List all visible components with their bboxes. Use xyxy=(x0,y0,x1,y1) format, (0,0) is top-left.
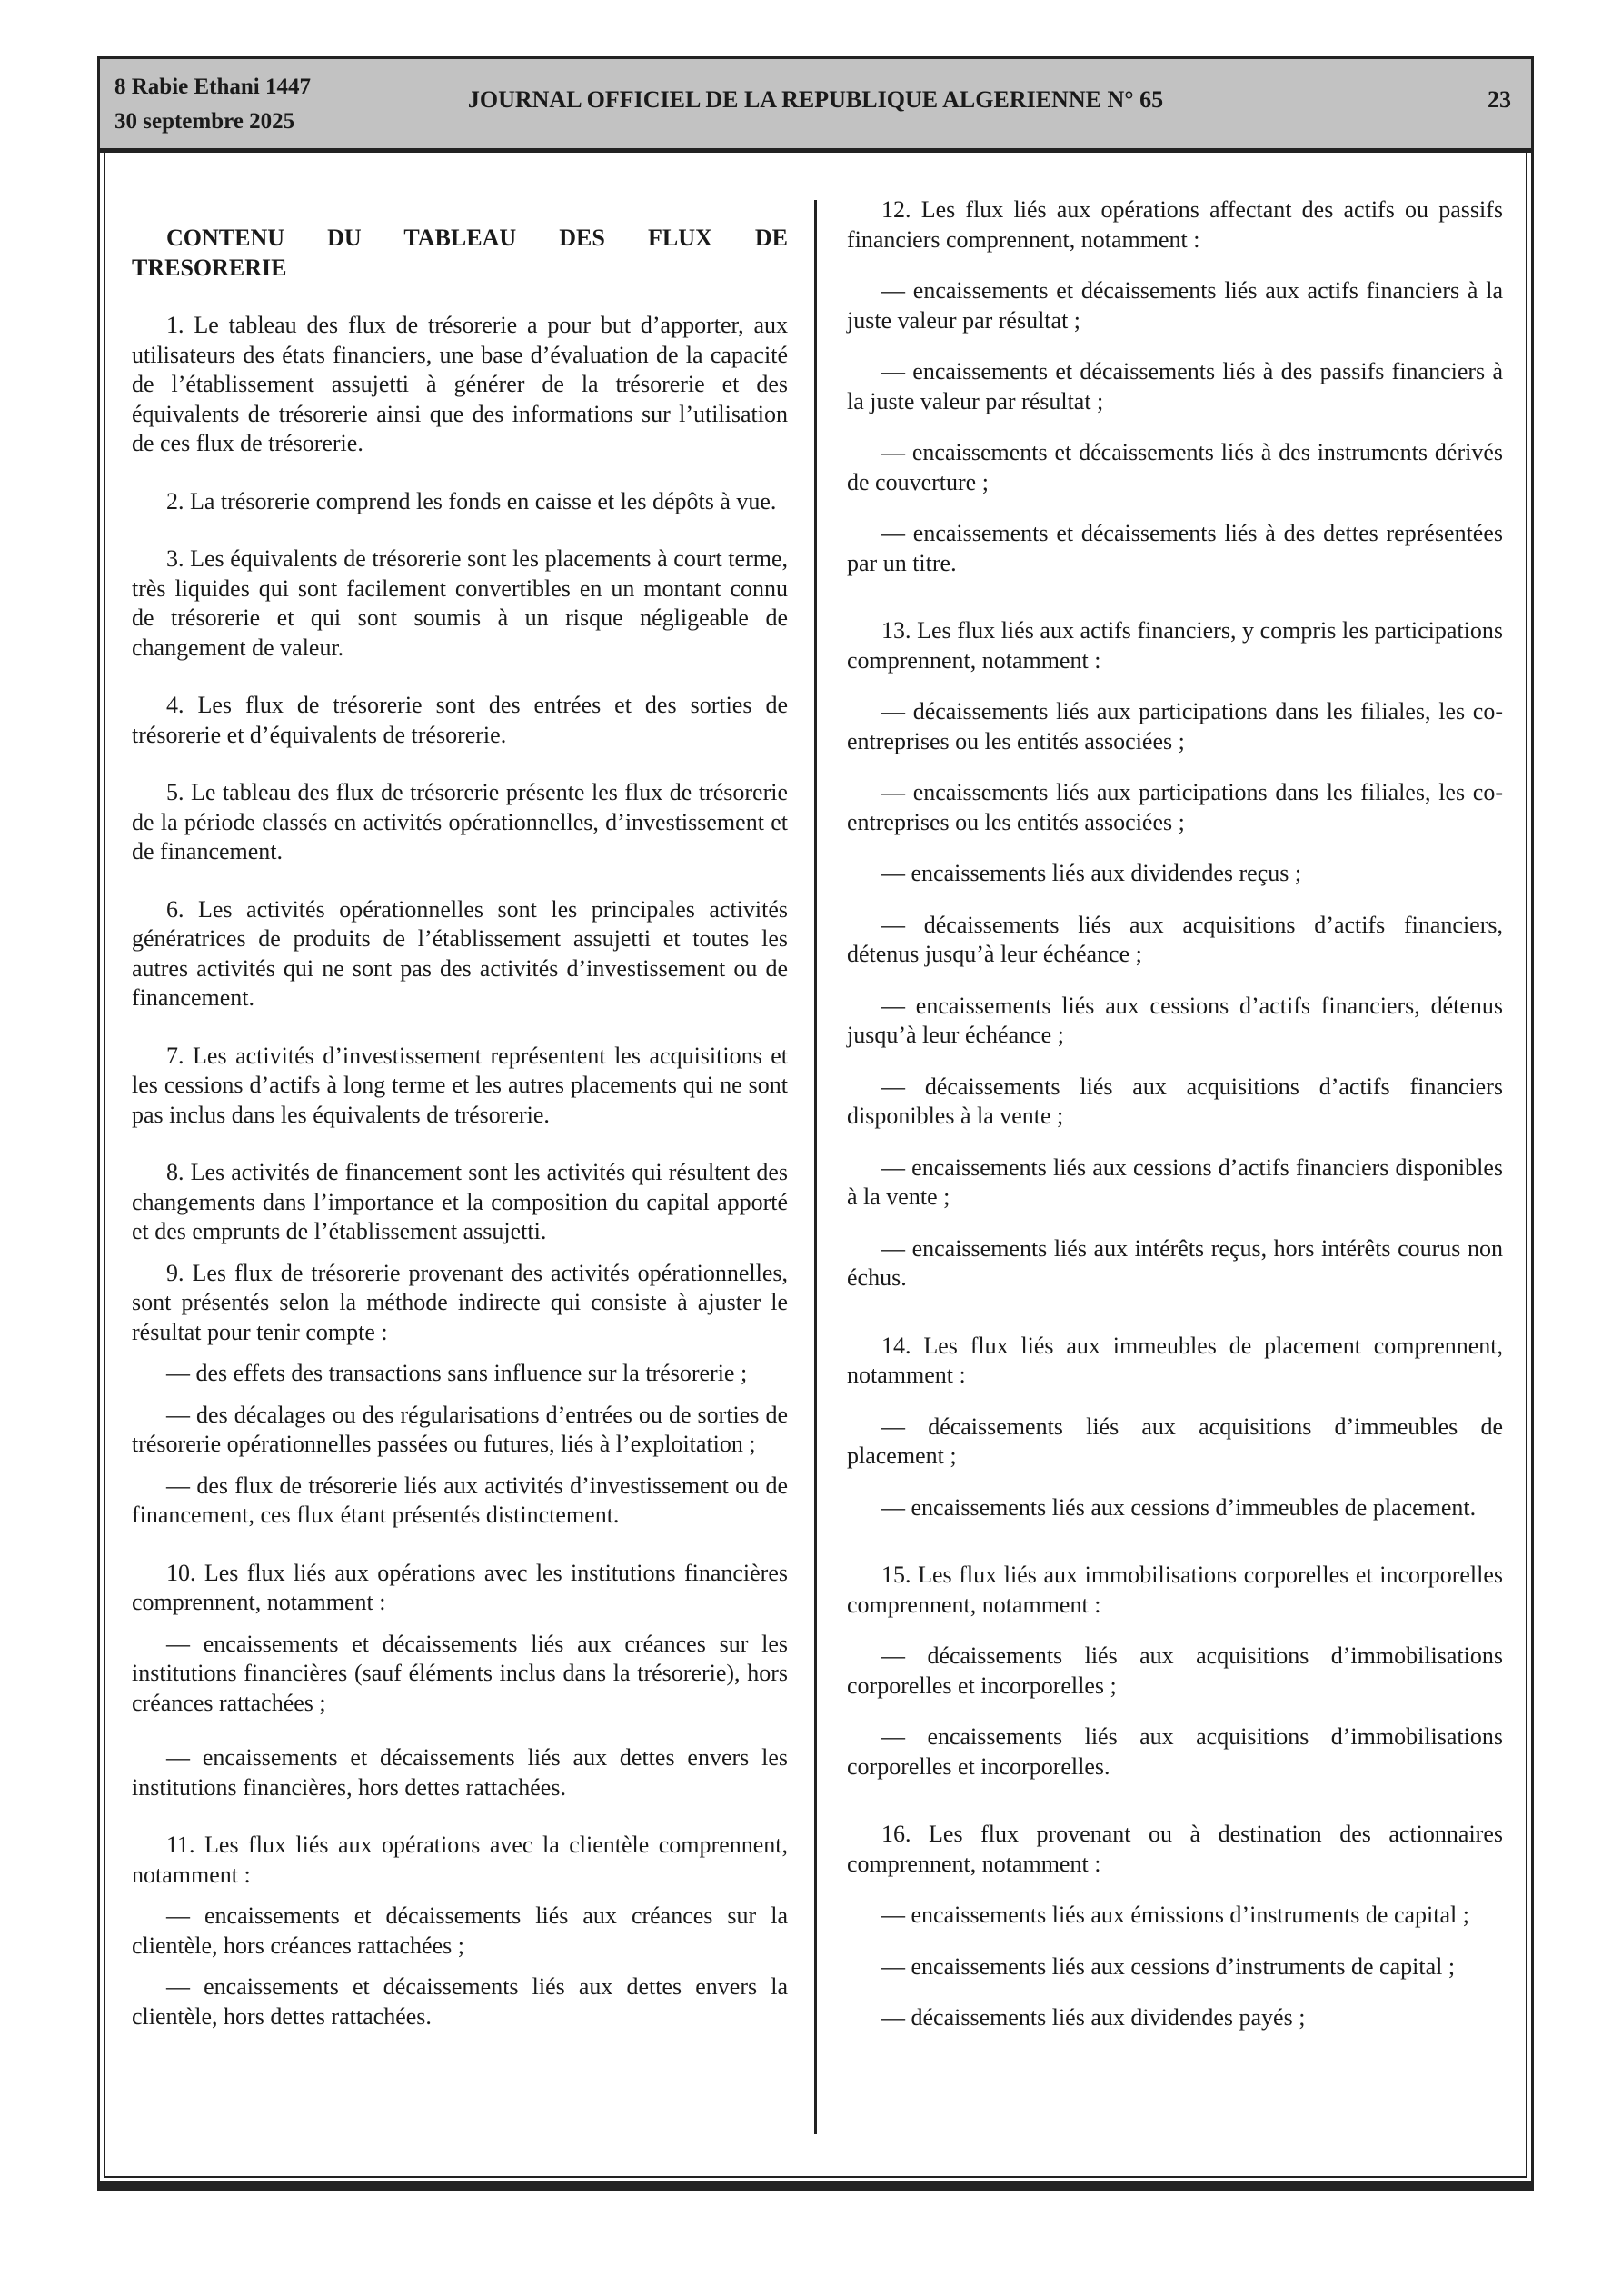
list-item: — décaissements liés aux dividendes payés ; xyxy=(881,2004,1306,2031)
list-item: — décaissements liés aux acquisitions d’actifs financiers, détenus jusqu’à leur échéance ; xyxy=(847,911,1503,967)
paragraph: 15. Les flux liés aux immobilisations corporelles et incorporelles comprennent, notamment : xyxy=(847,1562,1503,1618)
list-item: — encaissements liés aux dividendes reçus ; xyxy=(881,860,1302,886)
list-item: — encaissements et décaissements liés aux créances sur la clientèle, hors créances rattachées ; xyxy=(132,1902,788,1959)
paragraph: 8. Les activités de financement sont les activités qui résultent des changements dans l’importance et la composition du capital apporté et des emprunts de l’établissement assujetti. xyxy=(132,1159,788,1244)
list-item: — encaissements et décaissements liés aux créances sur les institutions financières (sauf éléments inclus dans la trésorerie), hors créances rattachées ; xyxy=(132,1630,788,1716)
list-item: — encaissements et décaissements liés aux dettes envers les institutions financières, hors dettes rattachées. xyxy=(132,1744,788,1801)
paragraph: 1. Le tableau des flux de trésorerie a pour but d’apporter, aux utilisateurs des états financiers, une base d’évaluation de la capacité de l’établissement assujetti à générer de la trésorerie et des équivalents de trésorerie ainsi que des informations sur l’utilisation de ces flux de trésorerie. xyxy=(132,312,788,456)
list-item: — encaissements et décaissements liés aux actifs financiers à la juste valeur par résultat ; xyxy=(847,277,1503,334)
list-item: — des effets des transactions sans influence sur la trésorerie ; xyxy=(166,1360,748,1386)
header-date-gregorian: 30 septembre 2025 xyxy=(114,109,295,134)
journal-header xyxy=(100,59,1531,153)
list-item: — encaissements liés aux participations dans les filiales, les co-entreprises ou les entités associées ; xyxy=(847,779,1503,835)
list-item: — décaissements liés aux participations dans les filiales, les co-entreprises ou les entités associées ; xyxy=(847,698,1503,754)
page-number: 23 xyxy=(1488,86,1511,113)
column-divider xyxy=(814,200,817,2134)
paragraph: 12. Les flux liés aux opérations affectant des actifs ou passifs financiers comprennent, notamment : xyxy=(847,196,1503,253)
list-item: — encaissements liés aux émissions d’instruments de capital ; xyxy=(881,1902,1469,1928)
paragraph: 3. Les équivalents de trésorerie sont les placements à court terme, très liquides qui sont facilement convertibles en un montant connu de trésorerie et qui sont soumis à un risque négligeable de changement de valeur. xyxy=(132,545,788,661)
paragraph: 4. Les flux de trésorerie sont des entrées et des sorties de trésorerie et d’équivalents de trésorerie. xyxy=(132,692,788,748)
list-item: — des flux de trésorerie liés aux activités d’investissement ou de financement, ces flux étant présentés distinctement. xyxy=(132,1472,788,1528)
list-item: — encaissements liés aux cessions d’immeubles de placement. xyxy=(881,1493,1477,1521)
list-item: — encaissements liés aux cessions d’actifs financiers disponibles à la vente ; xyxy=(847,1153,1503,1210)
paragraph: 5. Le tableau des flux de trésorerie présente les flux de trésorerie de la période classés en activités opérationnelles, d’investissement et de financement. xyxy=(132,779,788,864)
paragraph: 16. Les flux provenant ou à destination des actionnaires comprennent, notamment : xyxy=(847,1821,1503,1877)
list-item: — encaissements liés aux cessions d’actifs financiers, détenus jusqu’à leur échéance ; xyxy=(847,992,1503,1048)
paragraph: 6. Les activités opérationnelles sont les principales activités génératrices de produits de l’établissement assujetti et toutes les autres activités qui ne sont pas des activités d’investissement ou de financement. xyxy=(132,895,788,1011)
list-item: — encaissements et décaissements liés à des instruments dérivés de couverture ; xyxy=(847,439,1503,495)
paragraph: 7. Les activités d’investissement représentent les acquisitions et les cessions d’actifs à long terme et les autres placements qui ne sont pas inclus dans les équivalents de trésorerie. xyxy=(132,1042,788,1128)
page-bottom-rule xyxy=(97,2183,1534,2191)
section-heading: CONTENU DU TABLEAU DES FLUX DE TRESORERIE xyxy=(132,225,788,281)
list-item: — encaissements et décaissements liés aux dettes envers la clientèle, hors dettes rattachées. xyxy=(132,1973,788,2030)
header-title: JOURNAL OFFICIEL DE LA REPUBLIQUE ALGERIENNE N° 65 xyxy=(467,86,1164,113)
page-frame xyxy=(97,56,1534,2184)
list-item: — encaissements liés aux acquisitions d’immobilisations corporelles et incorporelles. xyxy=(847,1723,1503,1780)
right-column xyxy=(847,195,1503,2033)
list-item: — encaissements liés aux intérêts reçus, hors intérêts courus non échus. xyxy=(847,1234,1503,1291)
list-item: — décaissements liés aux acquisitions d’immeubles de placement ; xyxy=(847,1413,1503,1469)
left-column xyxy=(132,195,788,2031)
list-item: — encaissements liés aux cessions d’instruments de capital ; xyxy=(881,1952,1456,1980)
list-item: — encaissements et décaissements liés à des dettes représentées par un titre. xyxy=(847,520,1503,576)
paragraph: 13. Les flux liés aux actifs financiers, y compris les participations comprennent, notamment : xyxy=(847,617,1503,674)
list-item: — décaissements liés aux acquisitions d’immobilisations corporelles et incorporelles ; xyxy=(847,1642,1503,1699)
paragraph: 2. La trésorerie comprend les fonds en caisse et les dépôts à vue. xyxy=(166,487,777,514)
paragraph: 11. Les flux liés aux opérations avec la clientèle comprennent, notamment : xyxy=(132,1832,788,1888)
list-item: — décaissements liés aux acquisitions d’actifs financiers disponibles à la vente ; xyxy=(847,1073,1503,1129)
paragraph: 9. Les flux de trésorerie provenant des activités opérationnelles, sont présentés selon la méthode indirecte qui consiste à ajuster le résultat pour tenir compte : xyxy=(132,1259,788,1345)
list-item: — des décalages ou des régularisations d’entrées ou de sorties de trésorerie opérationnelles passées ou futures, liés à l’exploitation ; xyxy=(132,1401,788,1457)
list-item: — encaissements et décaissements liés à des passifs financiers à la juste valeur par résultat ; xyxy=(847,358,1503,414)
header-date-hijri: 8 Rabie Ethani 1447 xyxy=(114,75,312,99)
paragraph: 14. Les flux liés aux immeubles de placement comprennent, notamment : xyxy=(847,1332,1503,1388)
paragraph: 10. Les flux liés aux opérations avec les institutions financières comprennent, notamment : xyxy=(132,1559,788,1615)
